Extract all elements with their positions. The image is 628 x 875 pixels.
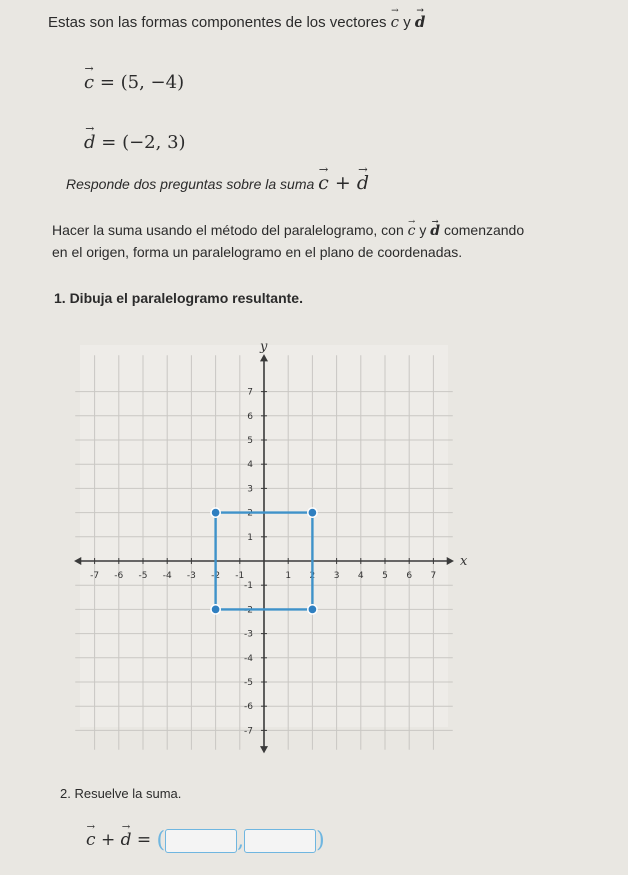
y-axis-label: y <box>260 339 268 355</box>
y-tick-label: -4 <box>244 653 253 664</box>
y-tick-label: 2 <box>247 508 253 519</box>
vector-c-name: → c <box>84 72 94 93</box>
answer-line <box>86 828 325 853</box>
vertex-point[interactable] <box>211 605 220 614</box>
vector-d-definition <box>84 132 186 153</box>
vector-d-name: → d <box>84 132 96 153</box>
vertex-point[interactable] <box>211 508 220 517</box>
prompt-plus: + <box>334 172 351 194</box>
answer-open-paren: ( <box>156 828 166 853</box>
instructions-conj: y <box>419 222 427 238</box>
y-tick-label: 6 <box>247 411 253 422</box>
x-tick-label: 4 <box>357 571 364 581</box>
vector-d-symbol: → d <box>415 13 426 31</box>
y-tick-label: 7 <box>247 387 253 398</box>
x-axis-arrow-right <box>447 557 454 565</box>
y-tick-label: -2 <box>244 605 253 616</box>
prompt-vector-c: → c <box>318 172 329 194</box>
instructions-text-a: Hacer la suma usando el método del paralelogramo, con <box>52 222 404 238</box>
prompt-text: Responde dos preguntas sobre la suma <box>66 176 315 192</box>
answer-equals: = <box>136 830 152 850</box>
question-1: 1. Dibuja el paralelogramo resultante. <box>54 290 303 306</box>
answer-plus: + <box>100 830 116 850</box>
instructions-text-b: comenzando <box>443 222 525 238</box>
x-tick-label: -7 <box>90 571 100 581</box>
x-tick-label: -4 <box>162 571 172 581</box>
x-tick-label: 3 <box>333 571 340 581</box>
y-axis-arrow-down <box>260 746 268 753</box>
x-tick-label: 2 <box>309 571 316 581</box>
x-axis-label: x <box>460 554 468 569</box>
intro-line <box>48 13 425 31</box>
y-tick-label: 5 <box>247 436 253 446</box>
x-tick-label: -5 <box>138 571 148 581</box>
vertex-point[interactable] <box>308 605 317 614</box>
vector-c-components: = (5, −4) <box>99 72 185 93</box>
intro-text: Estas son las formas componentes de los vectores <box>48 14 387 31</box>
x-tick-label: 7 <box>430 571 437 581</box>
x-tick-label: -2 <box>211 571 221 581</box>
x-tick-label: -3 <box>186 571 196 581</box>
instructions-line-2: en el origen, forma un paralelogramo en el plano de coordenadas. <box>52 244 463 260</box>
coordinate-plane[interactable] <box>70 335 468 737</box>
y-tick-label: 1 <box>247 532 253 543</box>
vector-d-components: = (−2, 3) <box>101 132 186 153</box>
vector-c-definition <box>84 72 184 93</box>
vector-c-symbol: → c <box>391 13 399 31</box>
instructions-vector-c: → c <box>408 223 416 239</box>
answer-vector-d: → d <box>121 830 132 850</box>
prompt-vector-d: → d <box>357 172 369 194</box>
instructions-line-1 <box>52 222 524 239</box>
answer-close-paren: ) <box>316 828 325 853</box>
x-tick-label: -1 <box>235 571 245 581</box>
x-tick-label: -6 <box>114 571 124 581</box>
question-2: 2. Resuelve la suma. <box>60 786 182 801</box>
answer-vector-c: → c <box>86 830 96 850</box>
y-tick-label: -3 <box>244 629 253 640</box>
x-tick-label: 1 <box>285 571 292 581</box>
x-tick-label: 5 <box>382 571 388 581</box>
answer-x-input[interactable] <box>165 829 237 853</box>
x-tick-label: 6 <box>406 571 413 581</box>
answer-y-input[interactable] <box>244 829 316 853</box>
y-tick-label: 3 <box>247 484 253 495</box>
y-tick-label: -1 <box>244 581 253 592</box>
intro-conj: y <box>403 14 411 31</box>
prompt-line <box>66 172 369 194</box>
y-tick-label: -6 <box>244 702 253 713</box>
y-tick-label: 4 <box>247 460 253 471</box>
x-axis-arrow-left <box>74 557 81 565</box>
vertex-point[interactable] <box>308 508 317 517</box>
answer-comma: , <box>237 828 245 853</box>
y-tick-label: -5 <box>244 678 253 688</box>
instructions-vector-d: → d <box>430 223 440 239</box>
y-tick-label: -7 <box>244 726 253 737</box>
